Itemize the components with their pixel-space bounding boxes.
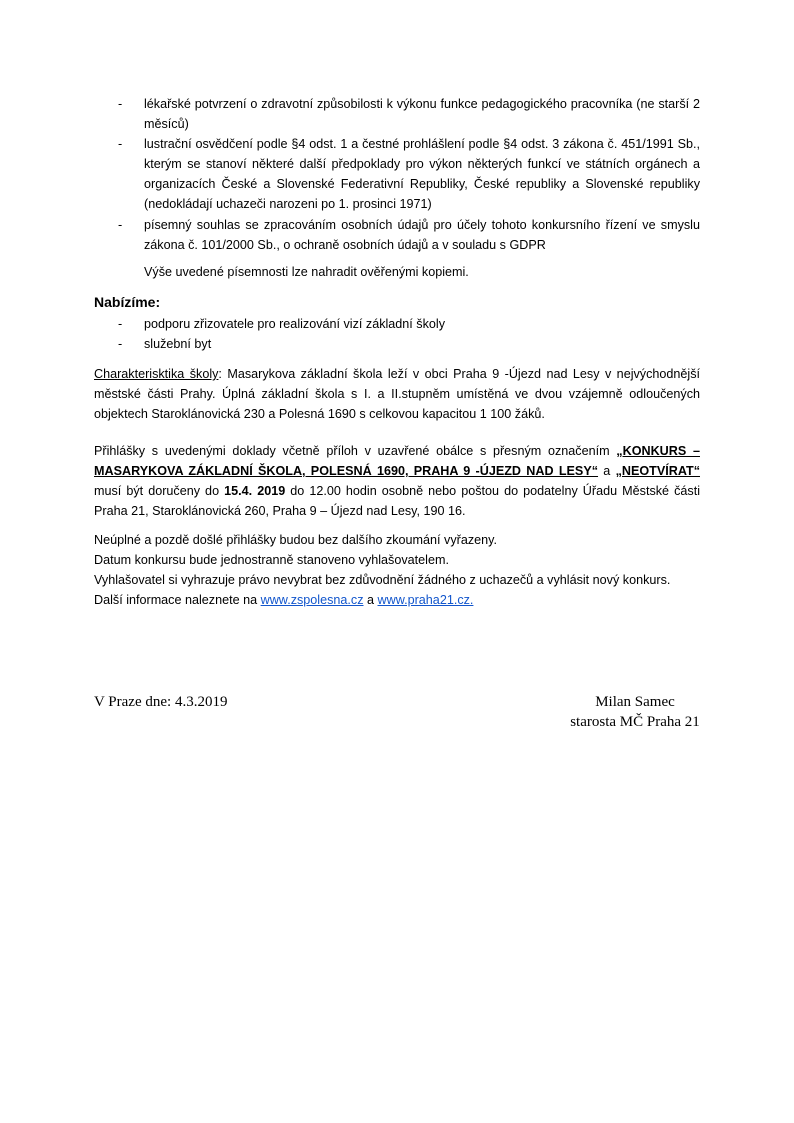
list-item-text: služební byt [144,337,212,351]
copies-note: Výše uvedené písemnosti lze nahradit ověřenými kopiemi. [144,265,469,279]
closing-line: Vyhlašovatel si vyhrazuje právo nevybrat bez zdůvodnění žádného z uchazečů a vyhlásit nový konkurs. [94,573,671,587]
list-item: - služební byt [118,337,212,351]
link-praha21[interactable]: www.praha21.cz. [377,593,474,607]
info-line [94,590,700,610]
list-item-text: podporu zřizovatele pro realizování vizí základní školy [144,317,446,331]
info-prefix: Další informace naleznete na [94,593,261,607]
list-item-text: lékařské potvrzení o zdravotní způsobilosti k výkonu funkce pedagogického pracovníka (ne starší 2 měsíců) [144,97,700,131]
list-item-text: lustrační osvědčení podle §4 odst. 1 a čestné prohlášlení podle §4 odst. 3 zákona č. 451/1991 Sb., kterým se stanoví některé další předpoklady pro výkon některých funkcí ve státních orgánech a organizacích České a Slovenské Federativní Republiky, České republiky a Slovenské republiky (nedokládají uchazeči narozeni po 1. prosinci 1971) [144,137,700,211]
applications-text: do 12.00 hodin osobně nebo poštou do podatelny Úřadu Městské části Praha 21, Staroklánovická 260, Praha 9 – Újezd nad Lesy, 190 16. [94,484,701,518]
requirements-list [94,94,700,255]
list-item: - písemný souhlas se zpracováním osobních údajů pro účely tohoto konkursního řízení ve smyslu zákona č. 101/2000 Sb., o ochraně osobních údajů a v souladu s GDPR [118,218,700,252]
place-date: V Praze dne: 4.3.2019 [94,694,228,710]
list-item: - lékařské potvrzení o zdravotní způsobilosti k výkonu funkce pedagogického pracovníka (ne starší 2 měsíců) [118,97,700,131]
envelope-marking: „KONKURS – MASARYKOVA ZÁKLADNÍ ŠKOLA, POLESNÁ 1690, PRAHA 9 -ÚJEZD NAD LESY“ [94,444,700,478]
school-label: Charakterisktika školy [94,367,219,381]
closing-line: Datum konkursu bude jednostranně stanoveno vyhlašovatelem. [94,553,449,567]
signer-title: starosta MČ Praha 21 [570,714,700,730]
info-middle: a [363,593,378,607]
application-instructions [94,441,700,521]
offer-heading: Nabízíme: [94,294,161,310]
closing-line: Neúplné a pozdě došlé přihlášky budou bez dalšího zkoumání vyřazeny. [94,533,498,547]
school-text: : Masarykova základní škola leží v obci Praha 9 -Újezd nad Lesy v nejvýchodnější městské části Prahy. Úplná základní škola s I. a II.stupněm umístěná ve dvou vzájemně odloučených objektech Staroklánovická 230 a Polesná 1690 s celkovou kapacitou 1 100 žáků. [94,367,700,421]
applications-text: a [598,464,616,478]
signature-block [535,692,735,732]
list-item: - podporu zřizovatele pro realizování vizí základní školy [118,317,446,331]
list-item-text: písemný souhlas se zpracováním osobních údajů pro účely tohoto konkursního řízení ve smyslu zákona č. 101/2000 Sb., o ochraně osobních údajů a v souladu s GDPR [144,218,700,252]
school-characteristics [94,364,700,424]
signer-name: Milan Samec [595,694,675,710]
applications-text: Přihlášky s uvedenými doklady včetně příloh v uzavřené obálce s přesným označením [94,444,617,458]
applications-text: musí být doručeny do [94,484,225,498]
deadline-date: 15.4. 2019 [224,484,286,498]
list-item: - lustrační osvědčení podle §4 odst. 1 a čestné prohlášlení podle §4 odst. 3 zákona č. 451/1991 Sb., kterým se stanoví některé další předpoklady pro výkon některých funkcí ve státních orgánech a organizacích České a Slovenské Federativní Republiky, České republiky a Slovenské republiky (nedokládají uchazeči narozeni po 1. prosinci 1971) [118,137,700,211]
closing-notes [94,530,700,610]
envelope-marking-do-not-open: „NEOTVÍRAT“ [615,464,700,478]
offer-list [94,314,700,354]
link-zspolesna[interactable]: www.zspolesna.cz [260,593,364,607]
